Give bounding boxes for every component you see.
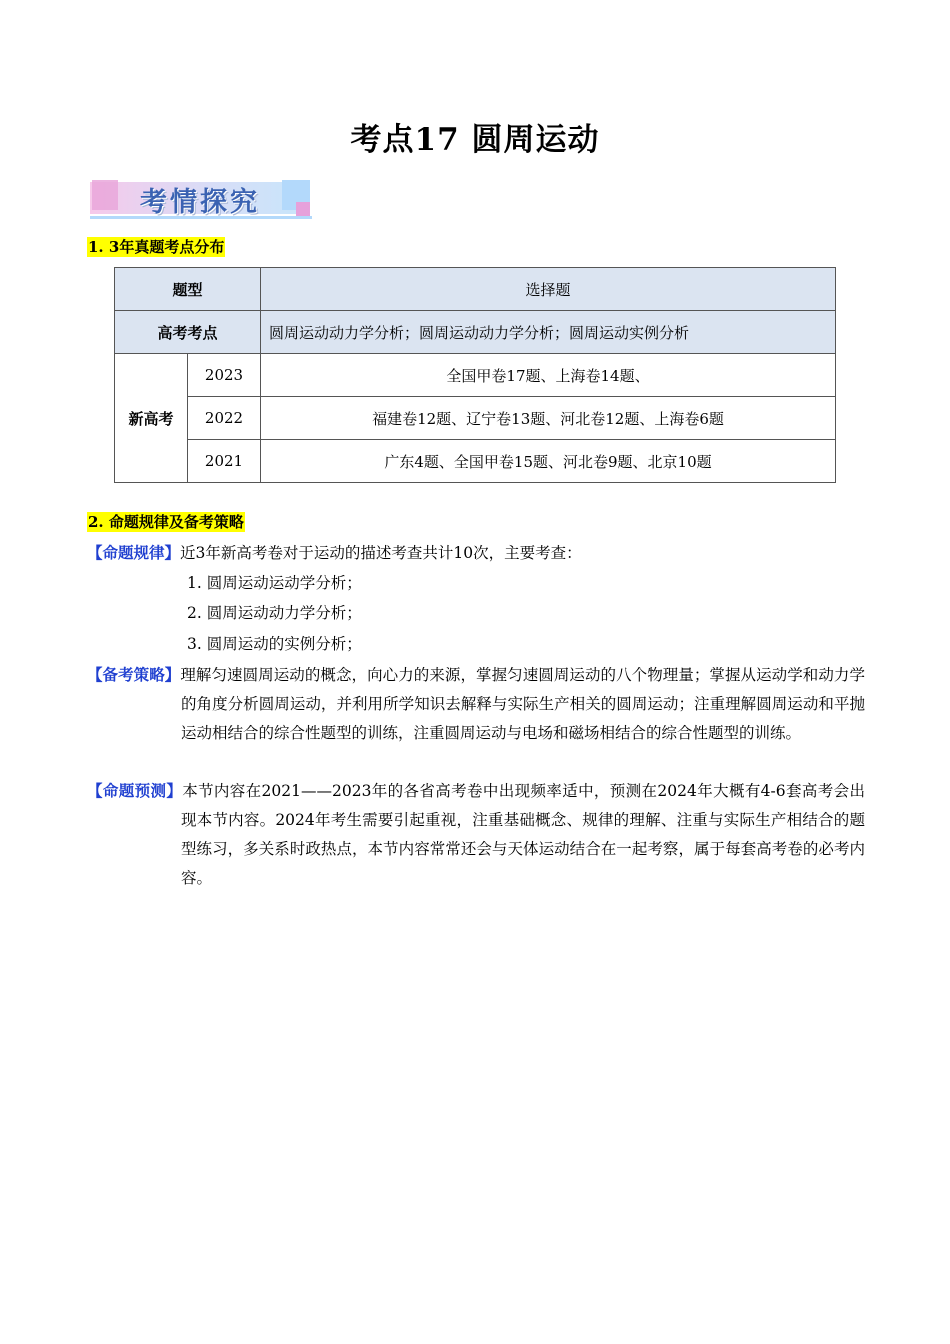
forecast-paragraph [87, 776, 865, 893]
section1-heading: 1. 3年真题考点分布 [88, 238, 225, 256]
strategy-text: 理解匀速圆周运动的概念，向心力的来源，掌握匀速圆周运动的八个物理量；掌握从运动学和动力学的角度分析圆周运动，并利用所学知识去解释与实际生产相关的圆周运动；注重理解圆周运动和平抛运动相结合的综合性题型的训练，注重圆周运动与电场和磁场相结合的综合性题型的训练。 [180, 666, 865, 742]
list-item: 1. 圆周运动运动学分析； [187, 574, 362, 592]
rule-paragraph [87, 538, 582, 568]
table-cell-year: 2022 [188, 397, 261, 440]
table-cell-label: 题型 [115, 268, 261, 311]
page-title: 考点17 圆周运动 [350, 122, 600, 158]
table-cell-value: 圆周运动动力学分析；圆周运动动力学分析；圆周运动实例分析 [261, 311, 836, 354]
table-cell-year: 2023 [188, 354, 261, 397]
table-cell-items: 广东4题、全国甲卷15题、河北卷9题、北京10题 [261, 440, 836, 483]
forecast-label: 【命题预测】 [87, 781, 183, 800]
forecast-text: 本节内容在2021——2023年的各省高考卷中出现频率适中，预测在2024年大概有4-6套高考会出现本节内容。2024年考生需要引起重视，注重基础概念、规律的理解、注重与实际生产相结合的题型练习，多关系时政热点，本节内容常常还会与天体运动结合在一起考察，属于每套高考卷的必考内容。 [181, 782, 865, 887]
strategy-label: 【备考策略】 [87, 665, 181, 684]
banner-label: 考情探究 [140, 187, 260, 218]
table-cell-year: 2021 [188, 440, 261, 483]
table-row [115, 397, 836, 440]
strategy-paragraph [87, 660, 865, 748]
section2-heading: 2. 命题规律及备考策略 [88, 513, 244, 531]
table-row [115, 268, 836, 311]
rule-label: 【命题规律】 [87, 543, 181, 562]
table-row [115, 440, 836, 483]
table-cell-label: 高考考点 [115, 311, 261, 354]
table-cell-value: 选择题 [261, 268, 836, 311]
banner-decoration-left [92, 180, 118, 210]
rule-text: 近3年新高考卷对于运动的描述考查共计10次，主要考查： [180, 544, 582, 562]
table-cell-items: 福建卷12题、辽宁卷13题、河北卷12题、上海卷6题 [261, 397, 836, 440]
banner-decoration-right-small [296, 202, 310, 216]
list-item: 3. 圆周运动的实例分析； [187, 635, 362, 653]
table-row [115, 354, 836, 397]
section-banner [90, 178, 312, 222]
table-cell-group: 新高考 [115, 354, 188, 483]
list-item: 2. 圆周运动动力学分析； [187, 604, 362, 622]
table-row [115, 311, 836, 354]
exam-distribution-table [114, 267, 836, 483]
table-cell-items: 全国甲卷17题、上海卷14题、 [261, 354, 836, 397]
